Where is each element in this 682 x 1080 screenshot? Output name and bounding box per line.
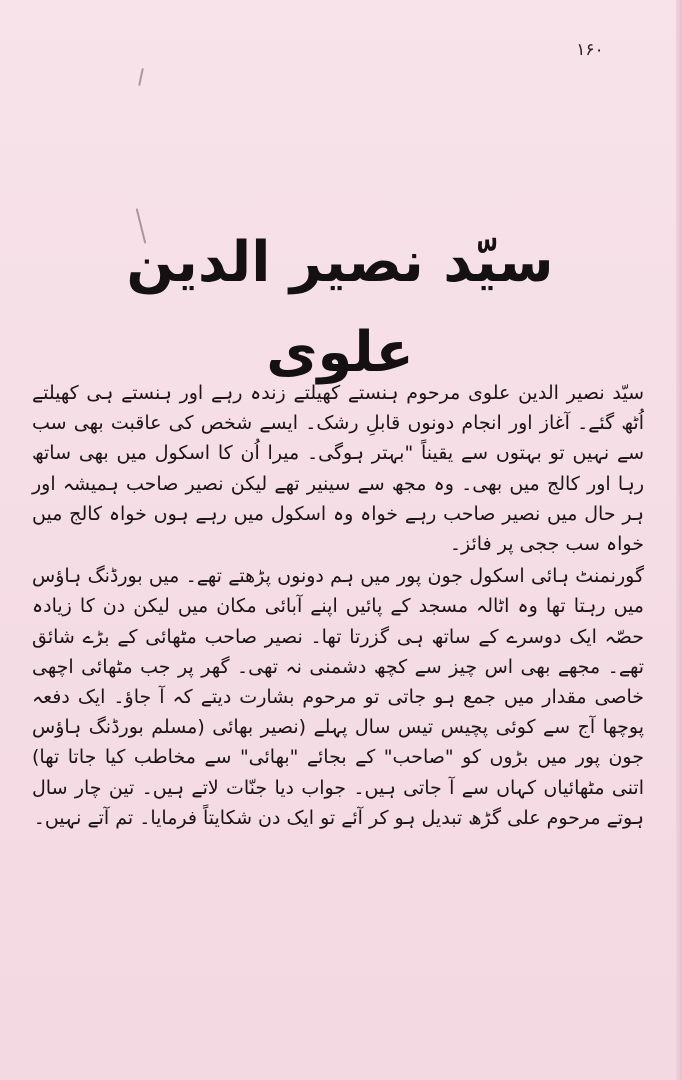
body-text xyxy=(32,378,644,833)
paragraph: گورنمنٹ ہائی اسکول جون پور میں ہم دونوں پڑھتے تھے۔ میں بورڈنگ ہاؤس میں رہتا تھا وہ اٹالہ مسجد کے پائیں اپنے آبائی مکان میں لیکن دن کا زیادہ حصّہ ایک دوسرے کے ساتھ ہی گزرتا تھا۔ نصیر صاحب مٹھائی کے بڑے شائق تھے۔ مجھے بھی اس چیز سے کچھ دشمنی نہ تھی۔ گھر پر جب مٹھائی اچھی خاصی مقدار میں جمع ہو جاتی تو مرحوم بشارت دیتے کہ آ جاؤ۔ ایک دفعہ پوچھا آج سے کوئی پچیس تیس سال پہلے (نصیر بھائی (مسلم بورڈنگ ہاؤس جون پور میں بڑوں کو "صاحب" کے بجائے "بھائی" سے مخاطب کیا جاتا تھا) اتنی مٹھائیاں کہاں سے آ جاتی ہیں۔ جواب دیا جنّات لاتے ہیں۔ تین چار سال ہوتے مرحوم علی گڑھ تبدیل ہو کر آئے تو ایک دن شکایتاً فرمایا۔ تم آتے نہیں۔ xyxy=(32,565,644,829)
ink-mark xyxy=(138,68,144,86)
chapter-title: سیّد نصیر الدین علوی xyxy=(126,230,554,385)
page-edge-shadow xyxy=(676,0,682,1080)
page-number: ۱۶۰ xyxy=(576,40,604,60)
paragraph: سیّد نصیر الدین علوی مرحوم ہنستے کھیلتے زندہ رہے اور ہنستے ہی کھیلتے اُٹھ گئے۔ آغاز اور انجام دونوں قابلِ رشک۔ ایسے شخص کی عاقبت بھی سب سے نہیں تو بہتوں سے یقیناً "بہتر ہوگی۔ میرا اُن کا اسکول میں بھی ساتھ رہا اور کالج میں بھی۔ وہ مجھ سے سینیر تھے لیکن نصیر صاحب ہمیشہ اور ہر حال میں نصیر صاحب رہے خواہ وہ اسکول میں رہے ہوں خواہ کالج میں خواہ سب ججی پر فائز۔ xyxy=(32,382,644,556)
